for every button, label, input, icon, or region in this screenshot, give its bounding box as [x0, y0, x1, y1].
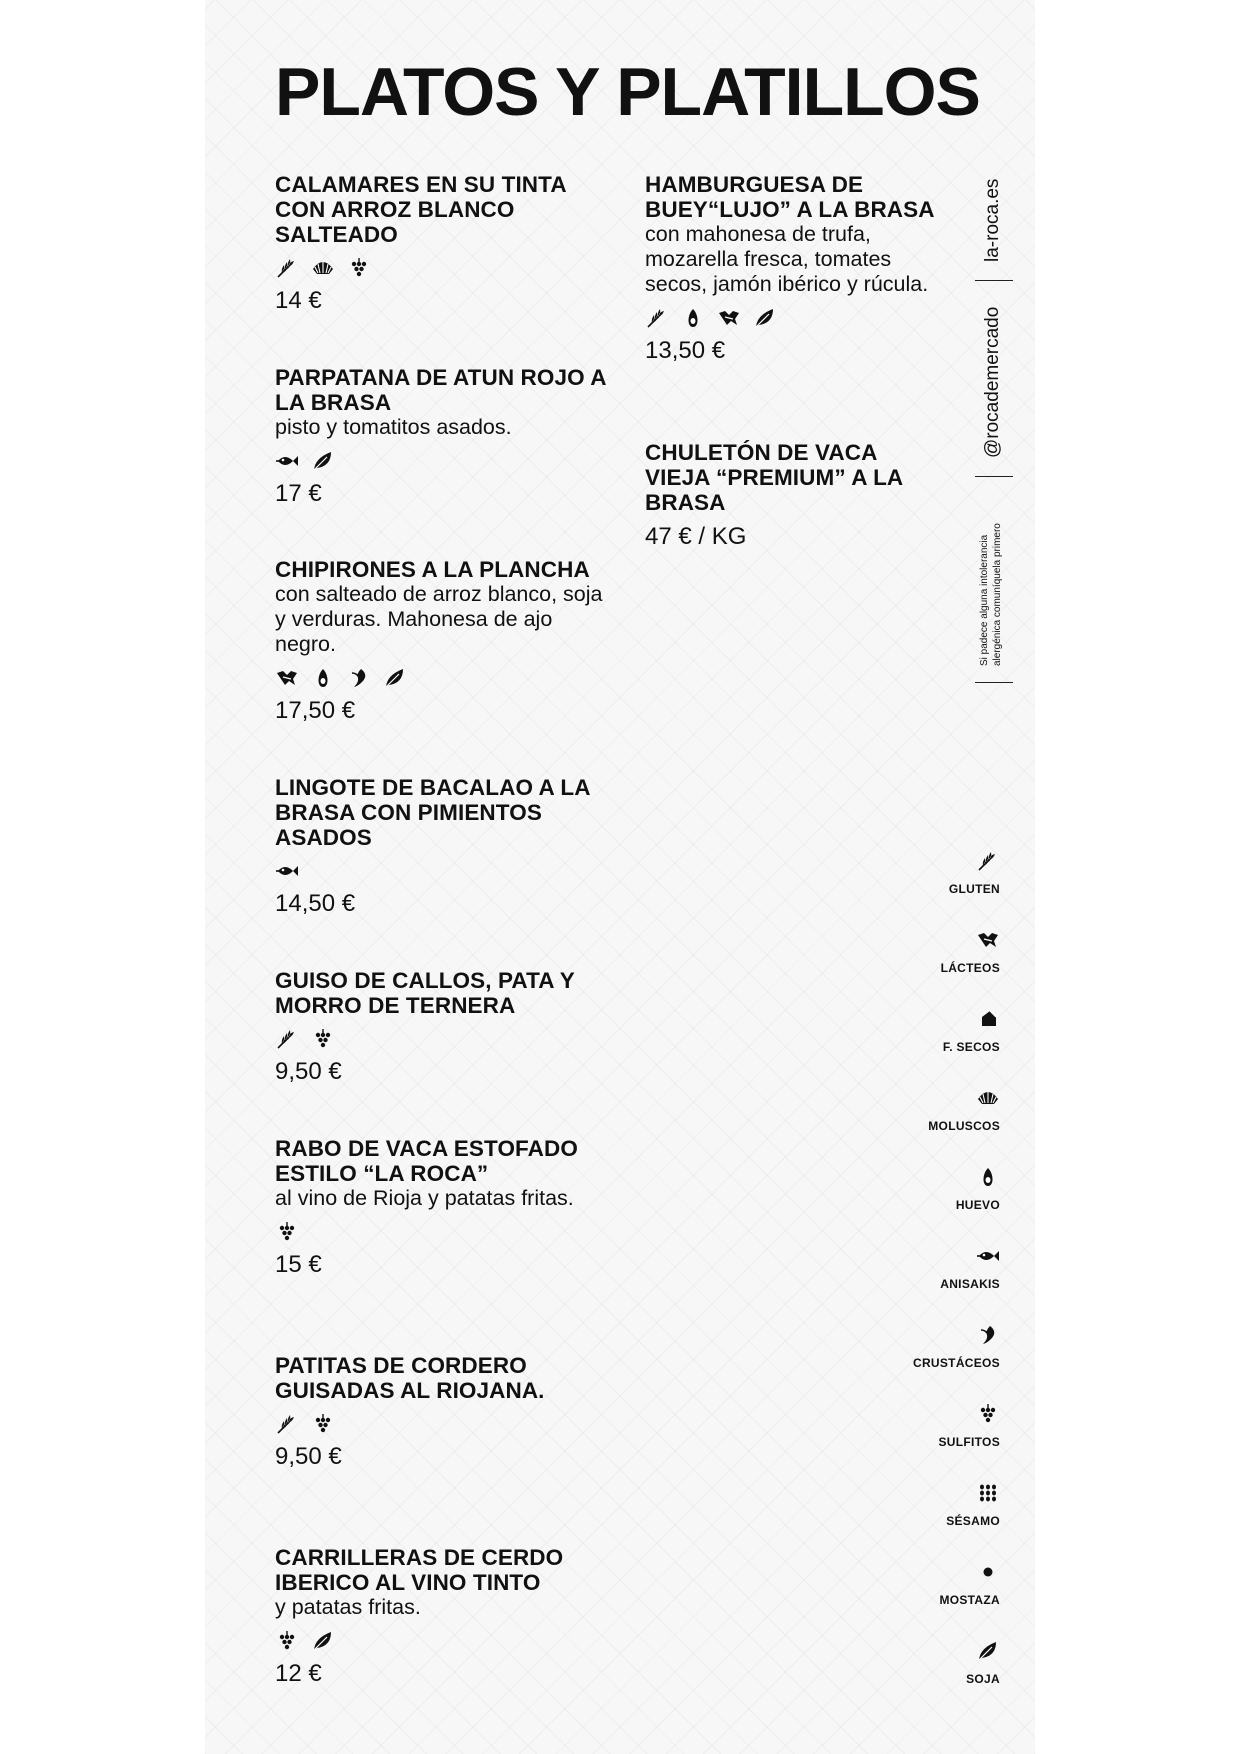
sulfitos-icon — [275, 1221, 299, 1243]
dish-price: 15 € — [275, 1251, 322, 1278]
dish-desc: con mahonesa de trufa, mozarella fresca, tomates secos, jamón ibérico y rúcula. — [645, 222, 929, 296]
legend-label: LÁCTEOS — [940, 961, 1000, 975]
dish-name: LINGOTE DE BACALAO A LA BRASA CON PIMIENTOS ASADOS — [275, 775, 590, 850]
legend-item — [870, 1245, 1000, 1291]
lacteos-icon — [717, 307, 741, 329]
legend-item — [870, 1166, 1000, 1212]
moluscos-icon — [311, 257, 335, 279]
soja-icon — [383, 667, 407, 689]
sesamo-icon — [976, 1482, 1000, 1504]
huevo-icon — [311, 667, 335, 689]
divider — [975, 682, 1013, 683]
legend-item — [870, 850, 1000, 896]
gluten-icon — [645, 307, 669, 329]
dish-price: 17 € — [275, 480, 322, 507]
allergy-note-line2: alergénica comuníquela primero — [992, 523, 1003, 666]
dish-name: PARPATANA DE ATUN ROJO A LA BRASA — [275, 365, 606, 415]
dish-desc: al vino de Rioja y patatas fritas. — [275, 1186, 574, 1210]
legend-item — [870, 1561, 1000, 1607]
legend-label: SOJA — [966, 1672, 1000, 1686]
legend-item — [870, 1008, 1000, 1054]
dish-calamares — [275, 172, 615, 315]
dish-hamburguesa — [645, 172, 945, 365]
dish-name: CHIPIRONES A LA PLANCHA — [275, 557, 590, 582]
allergen-row — [275, 1413, 615, 1435]
dish-price: 14,50 € — [275, 890, 356, 917]
legend-label: MOSTAZA — [939, 1593, 1000, 1607]
allergen-row — [275, 1028, 615, 1050]
dish-name: CHULETÓN DE VACA VIEJA “PREMIUM” A LA BRASA — [645, 440, 903, 515]
gluten-icon — [976, 850, 1000, 872]
lacteos-icon — [976, 929, 1000, 951]
sulfitos-icon — [347, 257, 371, 279]
fsecos-icon — [976, 1008, 1000, 1030]
dish-rabo — [275, 1136, 615, 1279]
legend-label: GLUTEN — [948, 882, 1000, 896]
website-link[interactable]: la-roca.es — [982, 178, 1003, 262]
divider — [975, 280, 1013, 281]
dish-name: HAMBURGUESA DE BUEY“LUJO” A LA BRASA — [645, 172, 935, 222]
dish-price: 12 € — [275, 1660, 322, 1687]
legend-label: MOLUSCOS — [928, 1119, 1000, 1133]
dish-chipirones — [275, 557, 615, 725]
dish-name: RABO DE VACA ESTOFADO ESTILO “LA ROCA” — [275, 1136, 578, 1186]
legend-label: SÉSAMO — [946, 1514, 1000, 1528]
allergen-row — [275, 450, 615, 472]
dish-price: 47 € / KG — [645, 523, 747, 550]
soja-icon — [311, 450, 335, 472]
gluten-icon — [275, 1028, 299, 1050]
dish-desc: pisto y tomatitos asados. — [275, 415, 512, 439]
dish-desc: y patatas fritas. — [275, 1595, 421, 1619]
legend-item — [870, 1087, 1000, 1133]
dish-chuleton — [645, 440, 945, 551]
legend-item — [870, 929, 1000, 975]
anisakis-icon — [976, 1245, 1000, 1267]
dish-price: 17,50 € — [275, 697, 356, 724]
dish-price: 9,50 € — [275, 1443, 342, 1470]
dish-lingote — [275, 775, 615, 918]
legend-item — [870, 1403, 1000, 1449]
anisakis-icon — [275, 450, 299, 472]
legend-item — [870, 1640, 1000, 1686]
legend-label: F. SECOS — [942, 1040, 1000, 1054]
legend-item — [870, 1482, 1000, 1528]
dish-price: 13,50 € — [645, 337, 726, 364]
dish-price: 9,50 € — [275, 1058, 342, 1085]
legend-label: ANISAKIS — [940, 1277, 1000, 1291]
mostaza-icon — [976, 1561, 1000, 1583]
social-handle[interactable]: @rocademercado — [982, 306, 1003, 458]
dish-parpatana — [275, 365, 615, 508]
allergy-note-line1: Si padece alguna intolerancia — [979, 534, 990, 666]
dish-price: 14 € — [275, 287, 322, 314]
lacteos-icon — [275, 667, 299, 689]
dish-patitas — [275, 1353, 615, 1471]
anisakis-icon — [275, 860, 299, 882]
moluscos-icon — [976, 1087, 1000, 1109]
crustaceos-icon — [347, 667, 371, 689]
dish-desc: con salteado de arroz blanco, soja y verduras. Mahonesa de ajo negro. — [275, 582, 603, 656]
gluten-icon — [275, 257, 299, 279]
dish-name: GUISO DE CALLOS, PATA Y MORRO DE TERNERA — [275, 968, 575, 1018]
allergen-row — [645, 307, 945, 329]
sulfitos-icon — [976, 1403, 1000, 1425]
legend-label: HUEVO — [955, 1198, 1000, 1212]
allergen-row — [275, 257, 615, 279]
legend-label: SULFITOS — [938, 1435, 1000, 1449]
sulfitos-icon — [311, 1028, 335, 1050]
soja-icon — [753, 307, 777, 329]
soja-icon — [311, 1630, 335, 1652]
allergy-note — [978, 523, 1004, 666]
page-title: PLATOS Y PLATILLOS — [275, 54, 980, 130]
soja-icon — [976, 1640, 1000, 1662]
dish-name: PATITAS DE CORDERO GUISADAS AL RIOJANA. — [275, 1353, 545, 1403]
allergen-row — [275, 860, 615, 882]
gluten-icon — [275, 1413, 299, 1435]
dish-name: CALAMARES EN SU TINTA CON ARROZ BLANCO SALTEADO — [275, 172, 566, 247]
dish-name: CARRILLERAS DE CERDO IBERICO AL VINO TINTO — [275, 1545, 564, 1595]
huevo-icon — [681, 307, 705, 329]
dish-carrilleras — [275, 1545, 615, 1688]
legend-label: CRUSTÁCEOS — [912, 1356, 1000, 1370]
dish-callos — [275, 968, 615, 1086]
sulfitos-icon — [275, 1630, 299, 1652]
divider — [975, 476, 1013, 477]
allergen-row — [275, 1221, 615, 1243]
allergen-row — [275, 667, 615, 689]
legend-item — [870, 1324, 1000, 1370]
crustaceos-icon — [976, 1324, 1000, 1346]
allergen-row — [275, 1630, 615, 1652]
sulfitos-icon — [311, 1413, 335, 1435]
huevo-icon — [976, 1166, 1000, 1188]
